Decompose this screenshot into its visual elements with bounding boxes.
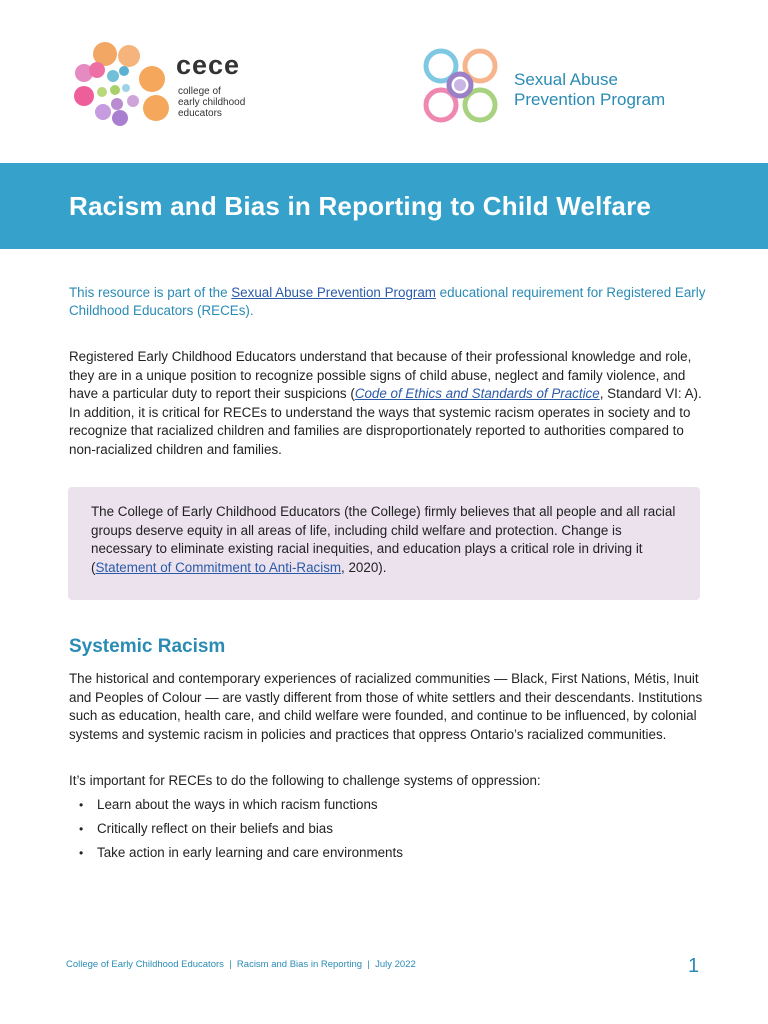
header-logos [0,0,768,160]
intro-prefix: This resource is part of the [69,285,232,300]
callout-before-link: The College of Early Childhood Educators (the College) firmly believes that all people and all racial groups deserve equity in all areas of life, including child welfare and protection. Change is necessary to eliminate existing racial inequities, and education plays a critical role in driving it ( [91,504,676,575]
page-title: Racism and Bias in Reporting to Child Welfare [69,191,652,221]
footer-text: College of Early Childhood Educators | Racism and Bias in Reporting | July 2022 [66,959,416,970]
section-paragraph: The historical and contemporary experiences of racialized communities — Black, First Nations, Métis, Inuit and Peoples of Colour — are vastly different from those of white settlers and their descendants. Institutions such as education, health care, and child welfare were founded, and continue to be influenced, by colonial systems and systemic racism in policies and practices that oppress Ontario’s racialized communities. [69,671,703,742]
bullet-icon: • [79,846,84,860]
list-item [69,820,403,844]
bullet-icon: • [79,822,84,836]
sapp-line: Prevention Program [514,90,666,109]
list-item-text: Learn about the ways in which racism functions [97,797,378,812]
cece-circles-icon [70,40,180,130]
body-after-link: , Standard VI: A). In addition, it is critical for RECEs to understand the ways that systemic racism operates in society and to recognize that racialized children and families are disproportionately reported to authorities compared to non-racialized children and families. [69,386,702,457]
callout-after-link: , 2020). [341,559,387,575]
callout-box [68,487,700,600]
cece-sub-line: early childhood [178,97,246,108]
anti-racism-statement-link[interactable]: Statement of Commitment to Anti-Racism [95,559,342,575]
intro-paragraph [69,284,709,320]
list-item [69,844,403,868]
sapp-line: Sexual Abuse [514,70,618,89]
bullet-icon: • [79,798,84,812]
list-item-text: Take action in early learning and care environments [97,845,403,860]
list-item [69,796,403,820]
sapp-rings-icon [420,44,504,130]
cece-sub-line: educators [178,108,222,119]
sapp-link[interactable]: Sexual Abuse Prevention Program [231,285,436,300]
intro-suffix: educational requirement for Registered Early Childhood Educators (RECEs). [69,285,706,318]
cece-subtitle [178,86,245,119]
callout-text [91,503,683,577]
body-before-link: Registered Early Childhood Educators understand that because of their professional knowledge and role, they are in a unique position to recognize possible signs of child abuse, neglect and family violence, and have a particular duty to report their suspicions ( [69,349,692,401]
cece-sub-line: college of [178,86,221,97]
list-item-text: Critically reflect on their beliefs and bias [97,821,333,836]
section-heading: Systemic Racism [69,636,226,657]
code-of-ethics-link[interactable]: Code of Ethics and Standards of Practice [354,386,600,401]
page-number: 1 [688,955,700,977]
sapp-wordmark [514,70,665,110]
title-banner [0,163,768,249]
body-paragraph [69,348,709,459]
action-list [69,796,403,868]
cece-wordmark: cece [176,50,241,80]
list-intro: It’s important for RECEs to do the following to challenge systems of oppression: [69,773,541,788]
